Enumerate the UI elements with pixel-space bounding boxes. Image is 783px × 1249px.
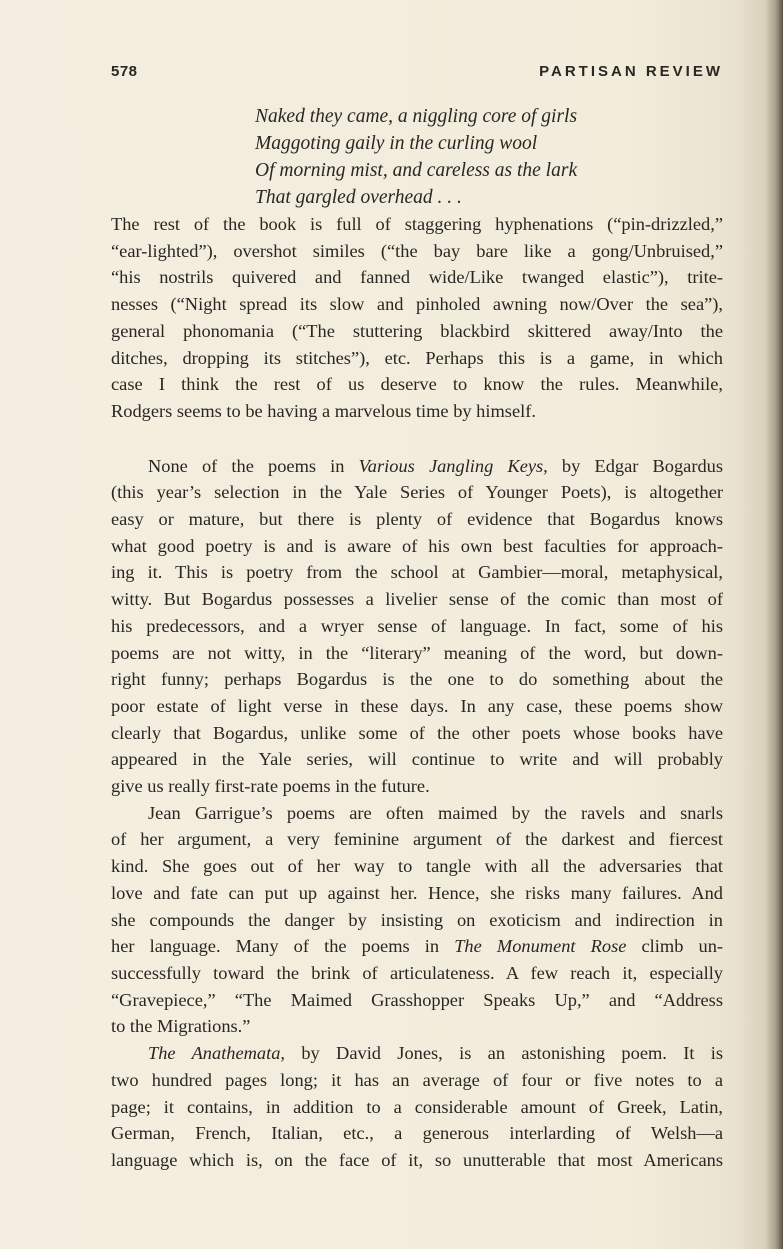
text-line: general phonomania (“The stuttering blackbird skittered away/Into the (111, 320, 723, 341)
text-line: witty. But Bogardus possesses a livelier sense of the comic than most of (111, 589, 723, 610)
poem-line: That gargled overhead . . . (255, 187, 462, 208)
text-line: appeared in the Yale series, will continue to write and will probably (111, 749, 723, 770)
text-line: “his nostrils quivered and fanned wide/Like twanged elastic”), trite- (111, 267, 723, 288)
poem-line: Of morning mist, and careless as the lark (255, 160, 578, 181)
text-line: she compounds the danger by insisting on exoticism and indirection in (111, 909, 723, 930)
text-line: easy or mature, but there is plenty of evidence that Bogardus knows (111, 509, 723, 530)
poem-line: Naked they came, a niggling core of girls (255, 106, 578, 127)
book-title: Various Jangling Keys, (358, 455, 548, 476)
text-line (111, 453, 723, 480)
text-fragment: by Edgar Bogardus (547, 455, 723, 476)
text-line: poor estate of light verse in these days. In any case, these poems show (111, 695, 723, 716)
text-line: successfully toward the brink of articulateness. A few reach it, especially (111, 962, 723, 983)
text-line: right funny; perhaps Bogardus is the one to do something about the (111, 669, 723, 690)
text-fragment: climb un- (626, 936, 724, 957)
poem-excerpt (255, 103, 705, 211)
text-line: two hundred pages long; it has an average of four or five notes to a (111, 1069, 723, 1090)
paragraph-rodgers (111, 211, 723, 425)
text-line: Jean Garrigue’s poems are often maimed by the ravels and snarls (148, 802, 723, 823)
poem-line: Maggoting gaily in the curling wool (255, 133, 538, 154)
text-line: his predecessors, and a wryer sense of language. In fact, some of his (111, 615, 723, 636)
text-line: nesses (“Night spread its slow and pinholed awning now/Over the sea”), (111, 294, 723, 315)
text-line: what good poetry is and is aware of his own best faculties for approach- (111, 535, 723, 556)
paragraph-bogardus (111, 453, 723, 800)
page-number: 578 (111, 63, 138, 80)
text-line: poems are not witty, in the “literary” meaning of the word, but down- (111, 642, 723, 663)
text-line: “Gravepiece,” “The Maimed Grasshopper Speaks Up,” and “Address (111, 989, 723, 1010)
article-body (111, 211, 723, 1174)
text-line (111, 1040, 723, 1067)
text-line: love and fate can put up against her. Hence, she risks many failures. And (111, 882, 723, 903)
text-line: “ear-lighted”), overshot similes (“the bay bare like a gong/Unbruised,” (111, 240, 723, 261)
paragraph-jones (111, 1040, 723, 1174)
text-fragment: her language. Many of the poems in (111, 936, 455, 957)
page-edge-shadow (765, 0, 783, 1249)
book-title: The Monument Rose (454, 936, 627, 957)
paragraph-garrigue (111, 800, 723, 1040)
text-line: Rodgers seems to be having a marvelous time by himself. (111, 400, 536, 421)
text-fragment: None of the poems in (148, 455, 359, 476)
page-header (111, 63, 723, 83)
book-title: The Anathemata, (148, 1043, 286, 1064)
text-line: of her argument, a very feminine argument of the darkest and fiercest (111, 829, 723, 850)
text-line: page; it contains, in addition to a considerable amount of Greek, Latin, (111, 1096, 723, 1117)
text-line: kind. She goes out of her way to tangle with all the adversaries that (111, 856, 723, 877)
text-line: to the Migrations.” (111, 1016, 251, 1037)
text-line: ditches, dropping its stitches”), etc. Perhaps this is a game, in which (111, 347, 723, 368)
text-line: language which is, on the face of it, so unutterable that most Americans (111, 1149, 723, 1170)
text-line: clearly that Bogardus, unlike some of the other poets whose books have (111, 722, 723, 743)
text-line: ing it. This is poetry from the school at Gambier—moral, metaphysical, (111, 562, 723, 583)
section-gap (111, 425, 723, 453)
text-line: German, French, Italian, etc., a generous interlarding of Welsh—a (111, 1123, 723, 1144)
text-line: The rest of the book is full of staggering hyphenations (“pin-drizzled,” (111, 214, 723, 234)
text-fragment: by David Jones, is an astonishing poem. It is (285, 1043, 723, 1064)
text-line: (this year’s selection in the Yale Series of Younger Poets), is altogether (111, 482, 723, 503)
running-head: PARTISAN REVIEW (539, 63, 723, 80)
text-line: case I think the rest of us deserve to know the rules. Meanwhile, (111, 374, 723, 395)
text-line: give us really first-rate poems in the future. (111, 776, 430, 797)
text-line (111, 933, 723, 960)
